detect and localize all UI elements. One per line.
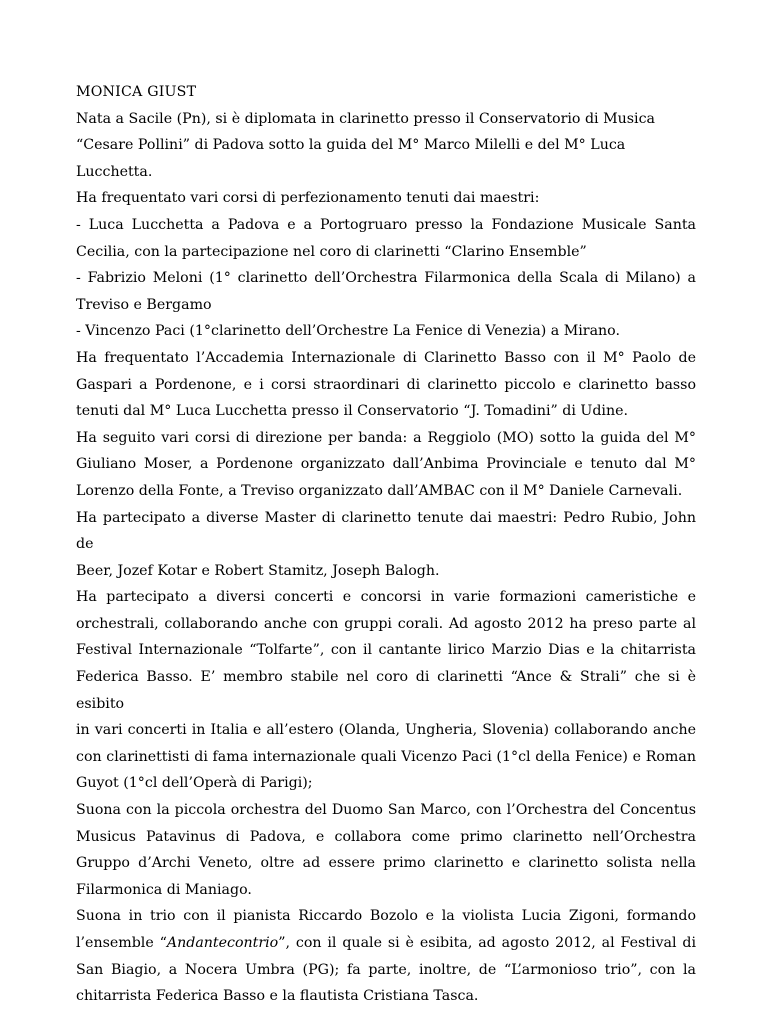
text-line: - Fabrizio Meloni (1° clarinetto dell’Orchestra Filarmonica della Scala di Milano) a <box>76 270 696 287</box>
text-line: Nata a Sacile (Pn), si è diplomata in clarinetto presso il Conservatorio di Musica <box>76 110 655 127</box>
text-line: Ha partecipato a diverse Master di clarinetto tenute dai maestri: Pedro Rubio, John de <box>76 509 696 553</box>
text-line: Federica Basso. E’ membro stabile nel coro di clarinetti “Ance & Strali” che si è esibito <box>76 669 696 712</box>
text-line: Treviso e Bergamo <box>76 296 212 313</box>
document-title: MONICA GIUST <box>76 84 197 100</box>
text-line: Ha seguito vari corsi di direzione per banda: a Reggiolo (MO) sotto la guida del M° <box>76 429 696 446</box>
text-line: Filarmonica di Maniago. <box>76 881 252 898</box>
text-line: Ha frequentato l’Accademia Internazionale di Clarinetto Basso con il M° Paolo de <box>76 349 696 366</box>
text-line: Lucchetta. <box>76 163 153 180</box>
text-line: Lorenzo della Fonte, a Treviso organizzato dall’AMBAC con il M° Daniele Carnevali. <box>76 482 683 499</box>
text-line: tenuti dal M° Luca Lucchetta presso il Conservatorio “J. Tomadini” di Udine. <box>76 403 629 420</box>
text-line: Musicus Patavinus di Padova, e collabora come primo clarinetto nell’Orchestra <box>76 828 696 845</box>
text-line-with-italic <box>76 930 696 957</box>
text-line: chitarrista Federica Basso e la flautista Cristiana Tasca. <box>76 988 479 1005</box>
text-line: con clarinettisti di fama internazionale quali Vicenzo Paci (1°cl della Fenice) e Roman <box>76 748 696 765</box>
text-line: Ha frequentato vari corsi di perfezionamento tenuti dai maestri: <box>76 190 540 207</box>
text-line: Giuliano Moser, a Pordenone organizzato dall’Anbima Provinciale e tenuto dal M° <box>76 456 696 473</box>
text-line: Ha partecipato a diversi concerti e concorsi in varie formazioni cameristiche e <box>76 589 696 606</box>
text-line: - Luca Lucchetta a Padova e a Portogruaro presso la Fondazione Musicale Santa <box>76 216 696 233</box>
text-segment: l’ensemble “ <box>76 935 167 951</box>
text-line: Suona in trio con il pianista Riccardo Bozolo e la violista Lucia Zigoni, formando <box>76 908 696 925</box>
text-segment: ”, con il quale si è esibita, ad agosto 2012, al Festival di <box>278 935 697 951</box>
text-line: orchestrali, collaborando anche con gruppi corali. Ad agosto 2012 ha preso parte al <box>76 615 696 632</box>
text-line: Suona con la piccola orchestra del Duomo San Marco, con l’Orchestra del Concentus <box>76 802 696 819</box>
text-line: in vari concerti in Italia e all’estero (Olanda, Ungheria, Slovenia) collaborando anche <box>76 722 696 739</box>
text-line: Guyot (1°cl dell’Operà di Parigi); <box>76 775 313 792</box>
text-line: Gaspari a Pordenone, e i corsi straordinari di clarinetto piccolo e clarinetto basso <box>76 376 696 393</box>
text-line: - Vincenzo Paci (1°clarinetto dell’Orchestre La Fenice di Venezia) a Mirano. <box>76 323 620 340</box>
text-line: “Cesare Pollini” di Padova sotto la guida del M° Marco Milelli e del M° Luca <box>76 137 626 154</box>
text-line: San Biagio, a Nocera Umbra (PG); fa parte, inoltre, de “L’armonioso trio”, con la <box>76 961 696 978</box>
text-line: Cecilia, con la partecipazione nel coro di clarinetti “Clarino Ensemble” <box>76 243 587 260</box>
text-line: Festival Internazionale “Tolfarte”, con il cantante lirico Marzio Dias e la chitarrista <box>76 642 696 659</box>
ensemble-name: Andantecontrio <box>166 935 279 951</box>
text-line: Gruppo d’Archi Veneto, oltre ad essere primo clarinetto e clarinetto solista nella <box>76 855 696 872</box>
text-line: Beer, Jozef Kotar e Robert Stamitz, Joseph Balogh. <box>76 562 440 579</box>
